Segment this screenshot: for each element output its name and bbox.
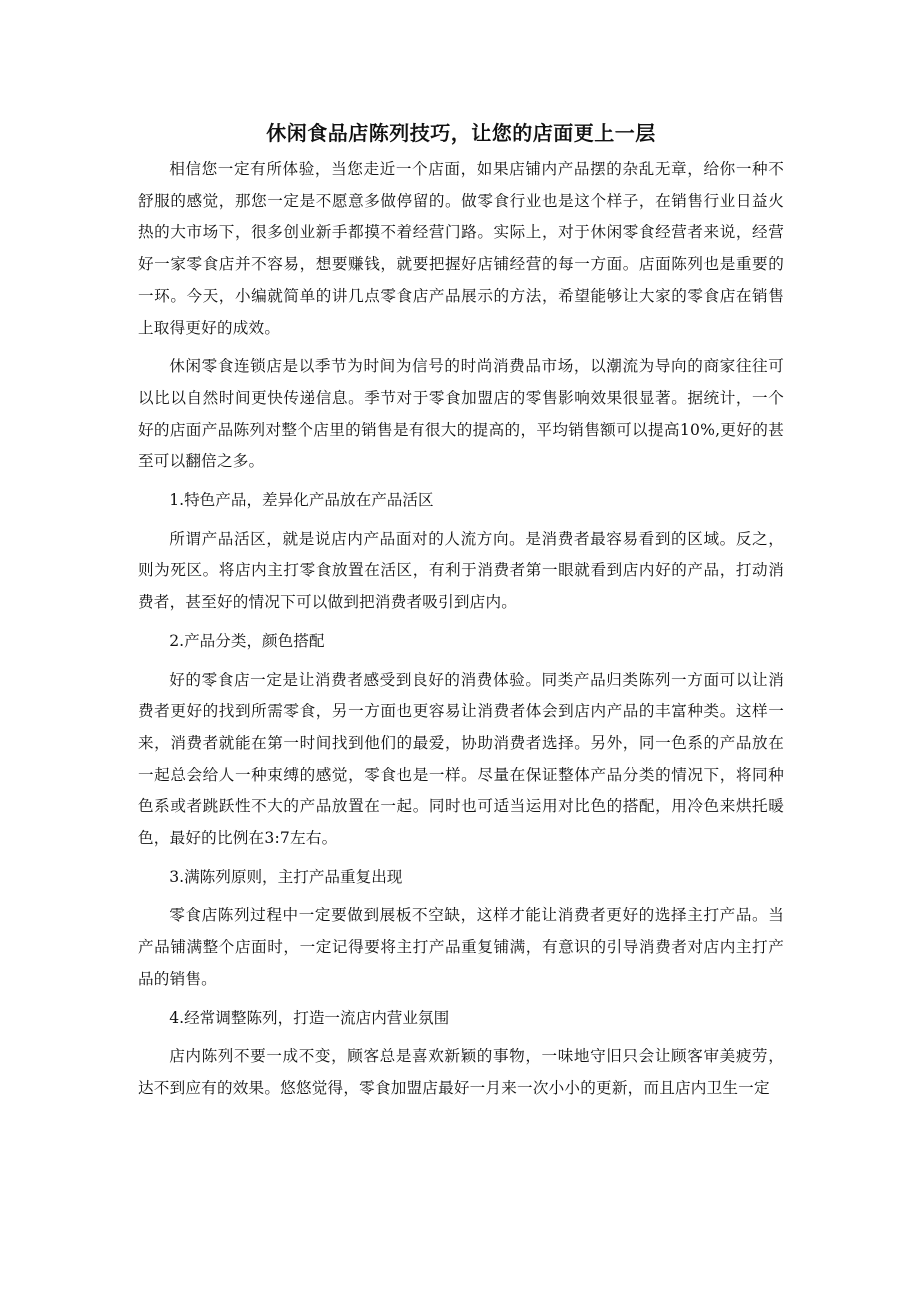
- section-3-body: 零食店陈列过程中一定要做到展板不空缺，这样才能让消费者更好的选择主打产品。当产品铺满整个店面时，一定记得要将主打产品重复铺满，有意识的引导消费者对店内主打产品的销售。: [138, 906, 784, 988]
- section-2: [138, 626, 784, 855]
- section-1: [138, 485, 784, 619]
- section-4: [138, 1003, 784, 1105]
- section-1-body: 所谓产品活区，就是说店内产品面对的人流方向。是消费者最容易看到的区域。反之，则为死区。将店内主打零食放置在活区，有利于消费者第一眼就看到店内好的产品，打动消费者，甚至好的情况下可以做到把消费者吸引到店内。: [138, 529, 784, 612]
- section-3-heading: 3.满陈列原则，主打产品重复出现: [169, 867, 403, 886]
- section-2-body: 好的零食店一定是让消费者感受到良好的消费体验。同类产品归类陈列一方面可以让消费者更好的找到所需零食，另一方面也更容易让消费者体会到店内产品的丰富种类。这样一来，消费者就能在第一时间找到他们的最爱，协助消费者选择。另外，同一色系的产品放在一起总会给人一种束缚的感觉，零食也是一样。尽量在保证整体产品分类的情况下，将同种色系或者跳跃性不大的产品放置在一起。同时也可适当运用对比色的搭配，用冷色来烘托暖色，最好的比例在3:7左右。: [138, 670, 784, 848]
- section-1-heading: 1.特色产品，差异化产品放在产品活区: [169, 491, 434, 510]
- section-2-heading: 2.产品分类，颜色搭配: [169, 631, 325, 650]
- section-4-body: 店内陈列不要一成不变，顾客总是喜欢新颖的事物，一味地守旧只会让顾客审美疲劳，达不到应有的效果。悠悠觉得，零食加盟店最好一月来一次小小的更新，而且店内卫生一定: [138, 1047, 784, 1097]
- section-3: [138, 862, 784, 996]
- document-title: 休闲食品店陈列技巧，让您的店面更上一层: [266, 121, 656, 145]
- section-4-heading: 4.经常调整陈列，打造一流店内营业氛围: [169, 1008, 450, 1027]
- document-page: [138, 118, 784, 1112]
- statistics-paragraph: 休闲零食连锁店是以季节为时间为信号的时尚消费品市场，以潮流为导向的商家往往可以比以自然时间更快传递信息。季节对于零食加盟店的零售影响效果很显著。据统计，一个好的店面产品陈列对整个店里的销售是有很大的提高的，平均销售额可以提高10%,更好的甚至可以翻倍之多。: [138, 357, 784, 471]
- intro-paragraph: 相信您一定有所体验，当您走近一个店面，如果店铺内产品摆的杂乱无章，给你一种不舒服的感觉，那您一定是不愿意多做停留的。做零食行业也是这个样子，在销售行业日益火热的大市场下，很多创业新手都摸不着经营门路。实际上，对于休闲零食经营者来说，经营好一家零食店并不容易，想要赚钱，就要把握好店铺经营的每一方面。店面陈列也是重要的一环。今天，小编就简单的讲几点零食店产品展示的方法，希望能够让大家的零食店在销售上取得更好的成效。: [138, 160, 784, 337]
